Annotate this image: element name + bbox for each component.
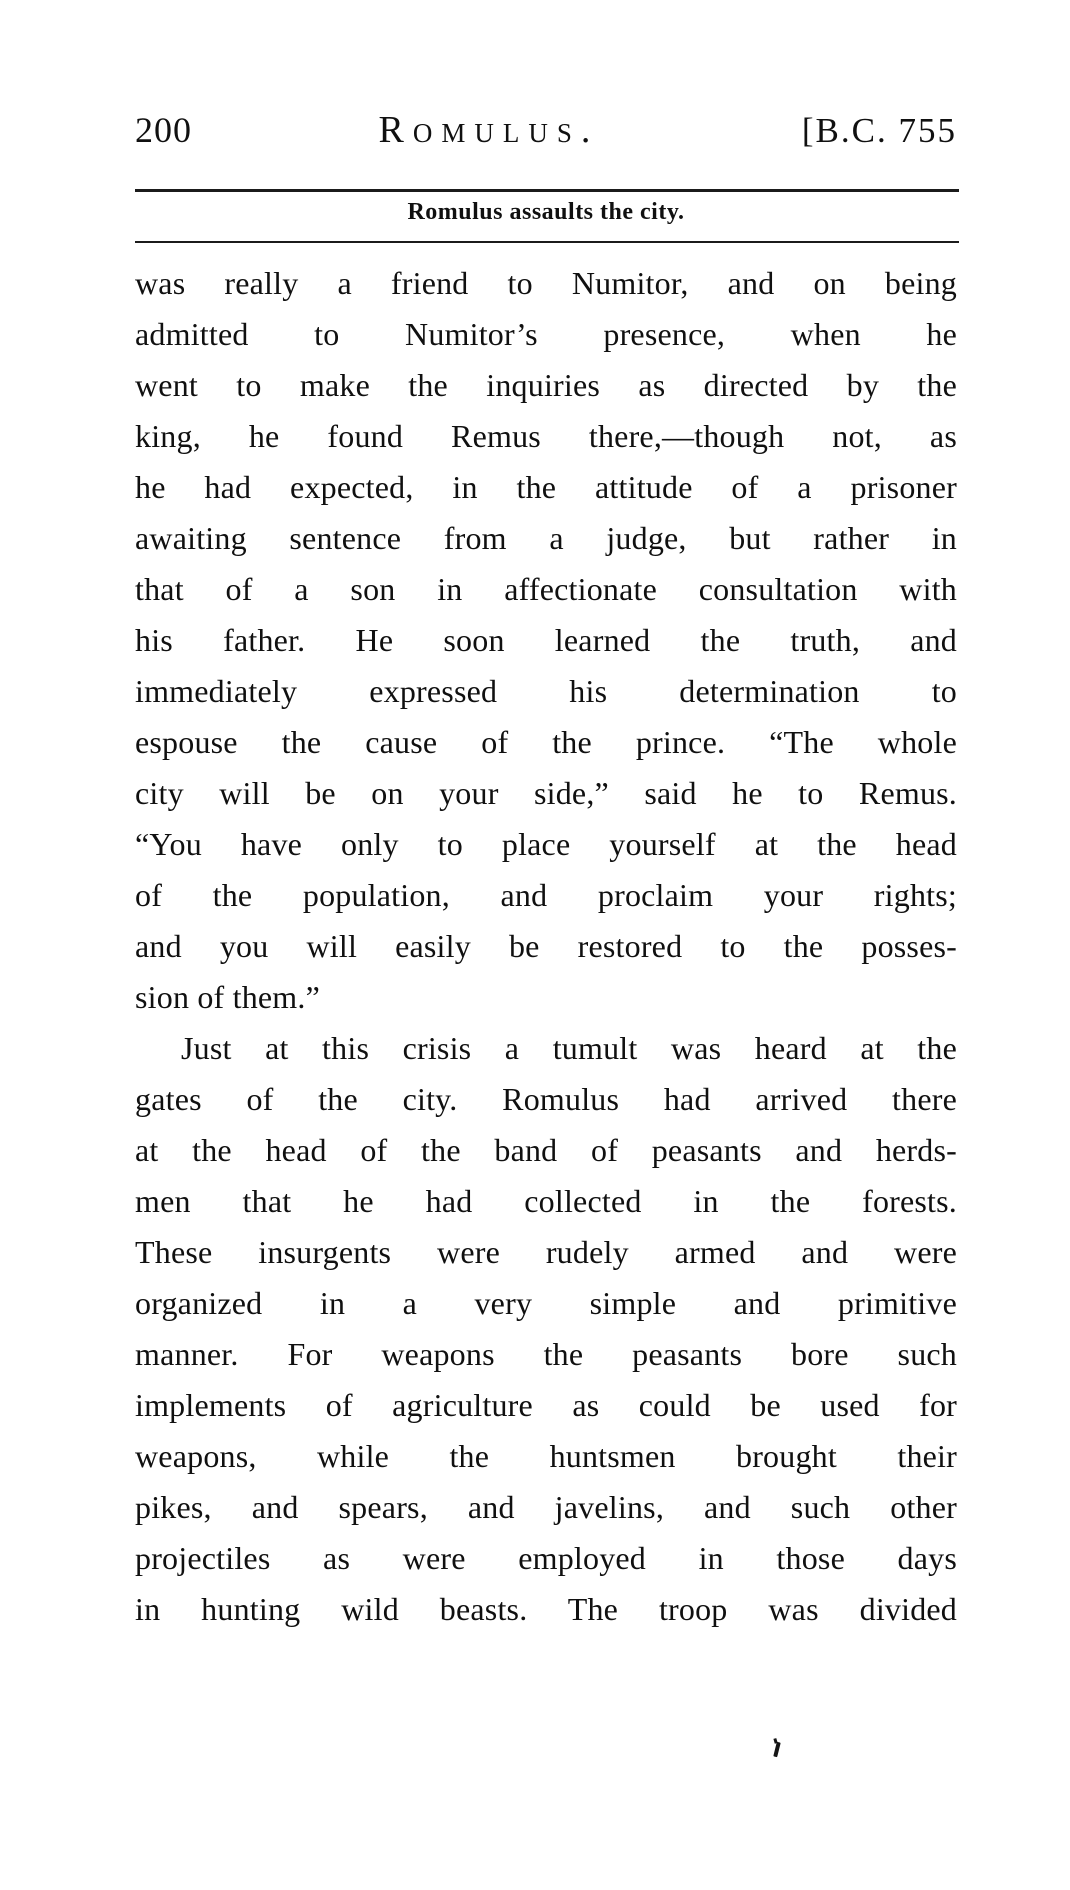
header-rule-top: [135, 189, 959, 192]
ink-speck-artifact: [773, 1742, 781, 1758]
text-line: was really a friend to Numitor, and on being: [135, 265, 957, 301]
text-line: of the population, and proclaim your rights;: [135, 877, 957, 913]
running-title: Romulus.: [378, 109, 600, 151]
text-line: he had expected, in the attitude of a prisoner: [135, 469, 957, 505]
text-line: city will be on your side,” said he to Remus.: [135, 775, 957, 811]
header-rule-bottom: [135, 241, 959, 243]
text-line: “You have only to place yourself at the head: [135, 826, 957, 862]
page-number: 200: [135, 110, 192, 150]
text-line: that of a son in affectionate consultation with: [135, 571, 957, 607]
text-line: awaiting sentence from a judge, but rather in: [135, 520, 957, 556]
text-line: went to make the inquiries as directed by the: [135, 367, 957, 403]
text-line: in hunting wild beasts. The troop was divided: [135, 1591, 957, 1627]
text-line: espouse the cause of the prince. “The whole: [135, 724, 957, 760]
text-line-paragraph-start: Just at this crisis a tumult was heard at the: [181, 1030, 957, 1066]
text-line: organized in a very simple and primitive: [135, 1285, 957, 1321]
section-heading: Romulus assaults the city.: [407, 199, 685, 225]
text-line: projectiles as were employed in those days: [135, 1540, 957, 1576]
text-line-paragraph-end: sion of them.”: [135, 979, 320, 1015]
text-line: king, he found Remus there,—though not, as: [135, 418, 957, 454]
text-line: implements of agriculture as could be used for: [135, 1387, 957, 1423]
text-line: men that he had collected in the forests.: [135, 1183, 957, 1219]
body-text: [135, 258, 957, 1635]
text-line: manner. For weapons the peasants bore such: [135, 1336, 957, 1372]
text-line: pikes, and spears, and javelins, and such other: [135, 1489, 957, 1525]
date-marker: [B.C. 755: [801, 111, 957, 150]
text-line: gates of the city. Romulus had arrived there: [135, 1081, 957, 1117]
text-line: his father. He soon learned the truth, and: [135, 622, 957, 658]
page-header: [135, 108, 957, 152]
text-line: These insurgents were rudely armed and were: [135, 1234, 957, 1270]
text-line: weapons, while the huntsmen brought their: [135, 1438, 957, 1474]
text-line: and you will easily be restored to the posses-: [135, 928, 957, 964]
text-line: immediately expressed his determination to: [135, 673, 957, 709]
text-line: at the head of the band of peasants and herds-: [135, 1132, 957, 1168]
text-line: admitted to Numitor’s presence, when he: [135, 316, 957, 352]
